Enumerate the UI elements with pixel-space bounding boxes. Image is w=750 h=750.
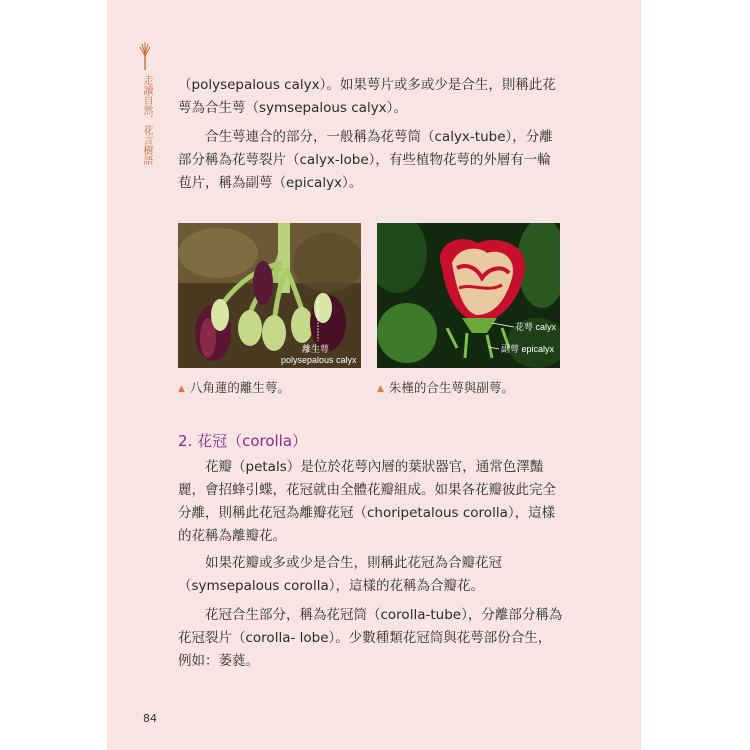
sidebar-series-title: 走讀自然．花言樹語: [141, 75, 152, 165]
triangle-marker-icon: ▲: [377, 384, 384, 394]
paragraph-4: 如果花瓣或多或少是合生，則稱此花冠為合瓣花冠（symsepalous corolla），這樣的花稱為合瓣花。: [178, 555, 502, 594]
paragraph-1: （polysepalous calyx）。如果萼片或多或少是合生，則稱此花萼為合生萼（symsepalous calyx）。: [178, 77, 556, 116]
label-calyx: 花萼 calyx: [515, 322, 557, 332]
photo-hibiscus: [377, 223, 560, 368]
page-number: 84: [143, 712, 157, 725]
label-epicalyx: 副萼 epicalyx: [501, 344, 555, 354]
photo-podophyllum: [178, 223, 361, 368]
label-polysepalous-en: polysepalous calyx: [281, 355, 357, 365]
label-polysepalous-zh: 離生萼: [302, 344, 330, 354]
section-heading: 2. 花冠（corolla）: [178, 432, 308, 450]
caption-left-text: 八角蓮的離生萼。: [189, 380, 290, 395]
triangle-marker-icon: ▲: [178, 384, 185, 394]
paragraph-5: 花冠合生部分，稱為花冠筒（corolla-tube），分離部分稱為花冠裂片（corolla- lobe）。少數種類花冠筒與花萼部份合生，例如：萎蕤。: [178, 607, 563, 669]
caption-left: [178, 378, 290, 396]
caption-right-text: 朱槿的合生萼與副萼。: [388, 380, 514, 395]
paragraph-3: 花瓣（petals）是位於花萼內層的葉狀器官，通常色澤豔麗，會招蜂引蝶，花冠就由全體花瓣組成。如果各花瓣彼此完全分離，則稱此花冠為離瓣花冠（choripetalous corolla），這樣的花稱為離瓣花。: [178, 459, 556, 544]
paragraph-2: 合生萼連合的部分，一般稱為花萼筒（calyx-tube），分離部分稱為花萼裂片（calyx-lobe），有些植物花萼的外層有一輪苞片，稱為副萼（epicalyx）。: [178, 129, 553, 191]
caption-right: [377, 378, 514, 396]
tree-icon: [138, 42, 152, 74]
